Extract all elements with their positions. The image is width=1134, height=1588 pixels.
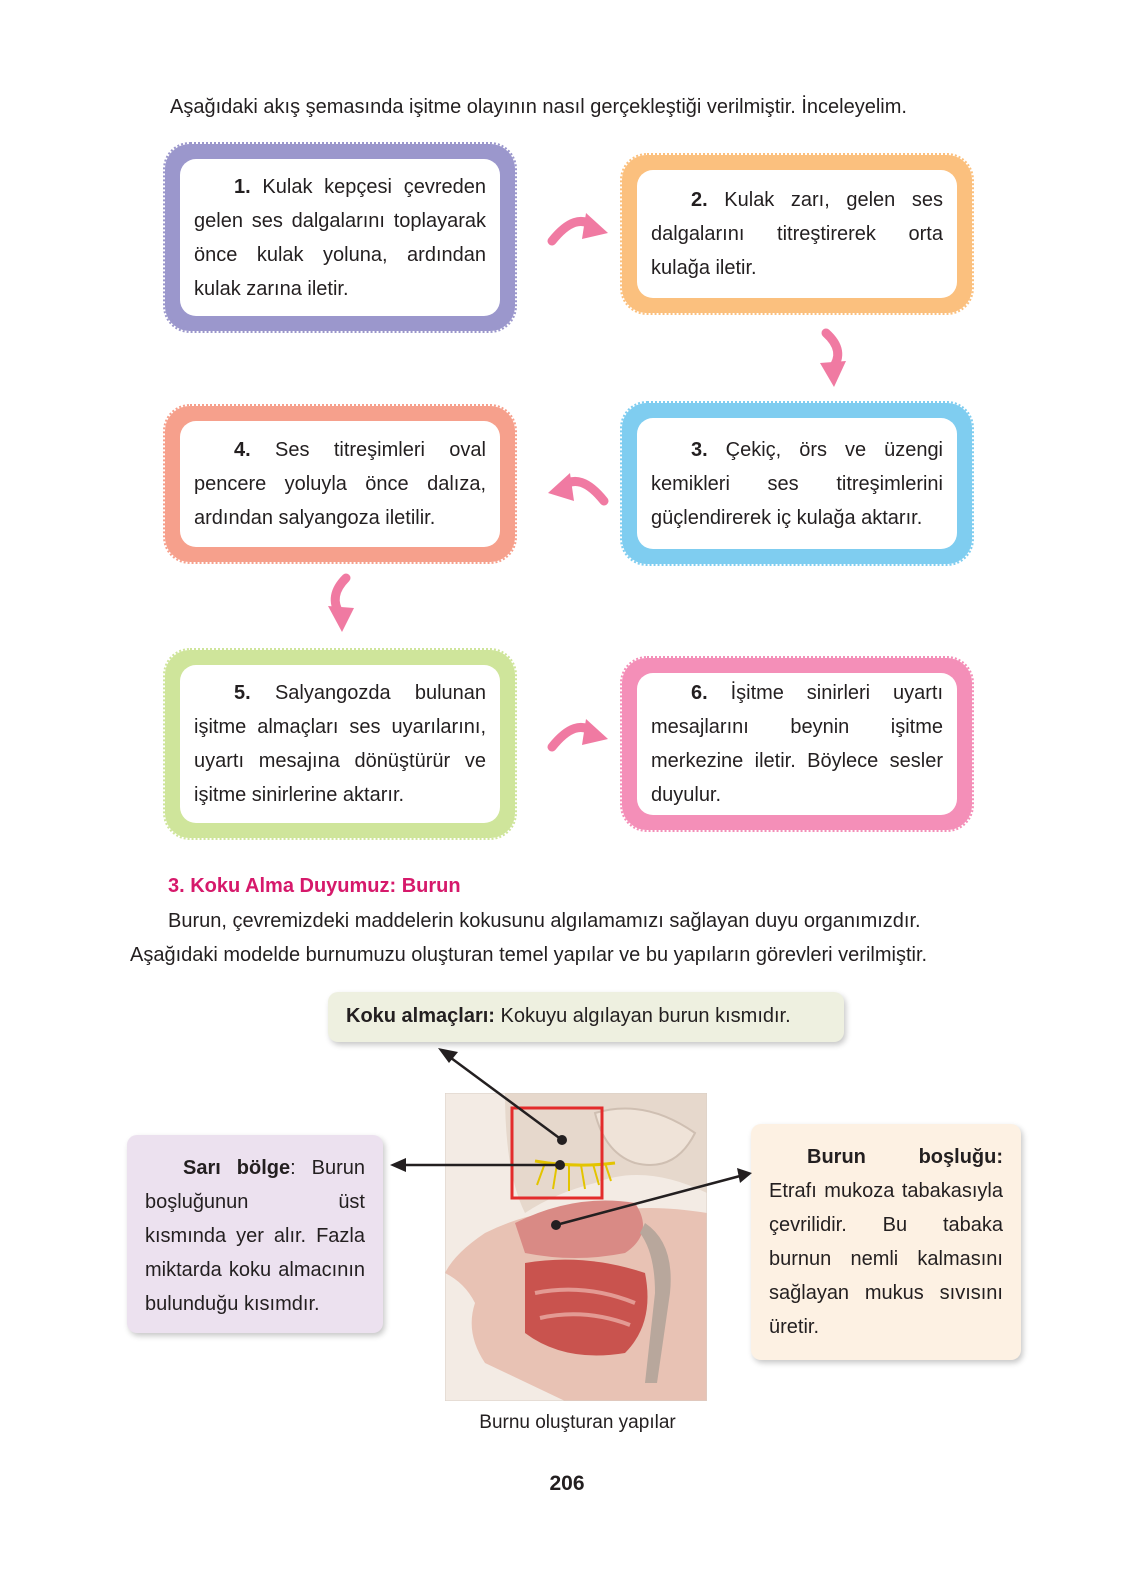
step-5-number: 5.: [234, 682, 251, 704]
step-3-text: Çekiç, örs ve üzengi kemikleri ses titreşimlerini güçlendirerek iç kulağa aktarır.: [651, 438, 944, 529]
section-line-2: Aşağıdaki modelde burnumuzu oluşturan temel yapılar ve bu yapıların görevleri verilmiştir.: [130, 944, 928, 966]
figure-caption: Burnu oluşturan yapılar: [479, 1412, 676, 1433]
highlight-box: [512, 1108, 602, 1198]
step-4-number: 4.: [234, 439, 251, 461]
section-line-1: Burun, çevremizdeki maddelerin kokusunu algılamamızı sağlayan duyu organımızdır.: [168, 910, 921, 932]
step-6-text: İşitme sinirleri uyartı mesajlarını beynin işitme merkezine iletir. Böylece sesler duyulur.: [651, 682, 943, 806]
callout-top-term: Koku almaçları:: [346, 1005, 495, 1027]
step-3-number: 3.: [691, 438, 708, 461]
step-2-text: Kulak zarı, gelen ses dalgalarını titreştirerek orta kulağa iletir.: [651, 189, 944, 279]
callout-left-text: : Burun boşluğunun üst kısmında yer alır. Fazla miktarda koku almacının bulunduğu kısımdır.: [145, 1157, 365, 1315]
callout-top-text: Kokuyu algılayan burun kısmıdır.: [500, 1005, 791, 1027]
step-1-text: Kulak kepçesi çevreden gelen ses dalgalarını toplayarak önce kulak yoluna, ardından kulak zarına iletir.: [194, 175, 486, 300]
page-number: 206: [549, 1472, 585, 1495]
section-title: 3. Koku Alma Duyumuz: Burun: [168, 875, 461, 897]
callout-right-text: Etrafı mukoza tabakasıyla çevrilidir. Bu tabaka burnun nemli kalmasını sağlayan mukus sıvısını üretir.: [769, 1180, 1003, 1338]
step-4-text: Ses titreşimleri oval pencere yoluyla önce dalıza, ardından salyangoza iletilir.: [194, 439, 486, 529]
step-6-number: 6.: [691, 682, 708, 704]
callout-right-term: Burun boşluğu:: [807, 1146, 1003, 1168]
step-2-number: 2.: [691, 189, 708, 211]
step-1-number: 1.: [234, 175, 251, 198]
callout-left-term: Sarı bölge: [183, 1157, 291, 1179]
step-5-text: Salyangozda bulunan işitme almaçları ses uyarılarını, uyartı mesajına dönüştürür ve işitme sinirlerine aktarır.: [194, 682, 486, 806]
intro-text: Aşağıdaki akış şemasında işitme olayının nasıl gerçekleştiği verilmiştir. İnceleyelim.: [170, 96, 907, 118]
